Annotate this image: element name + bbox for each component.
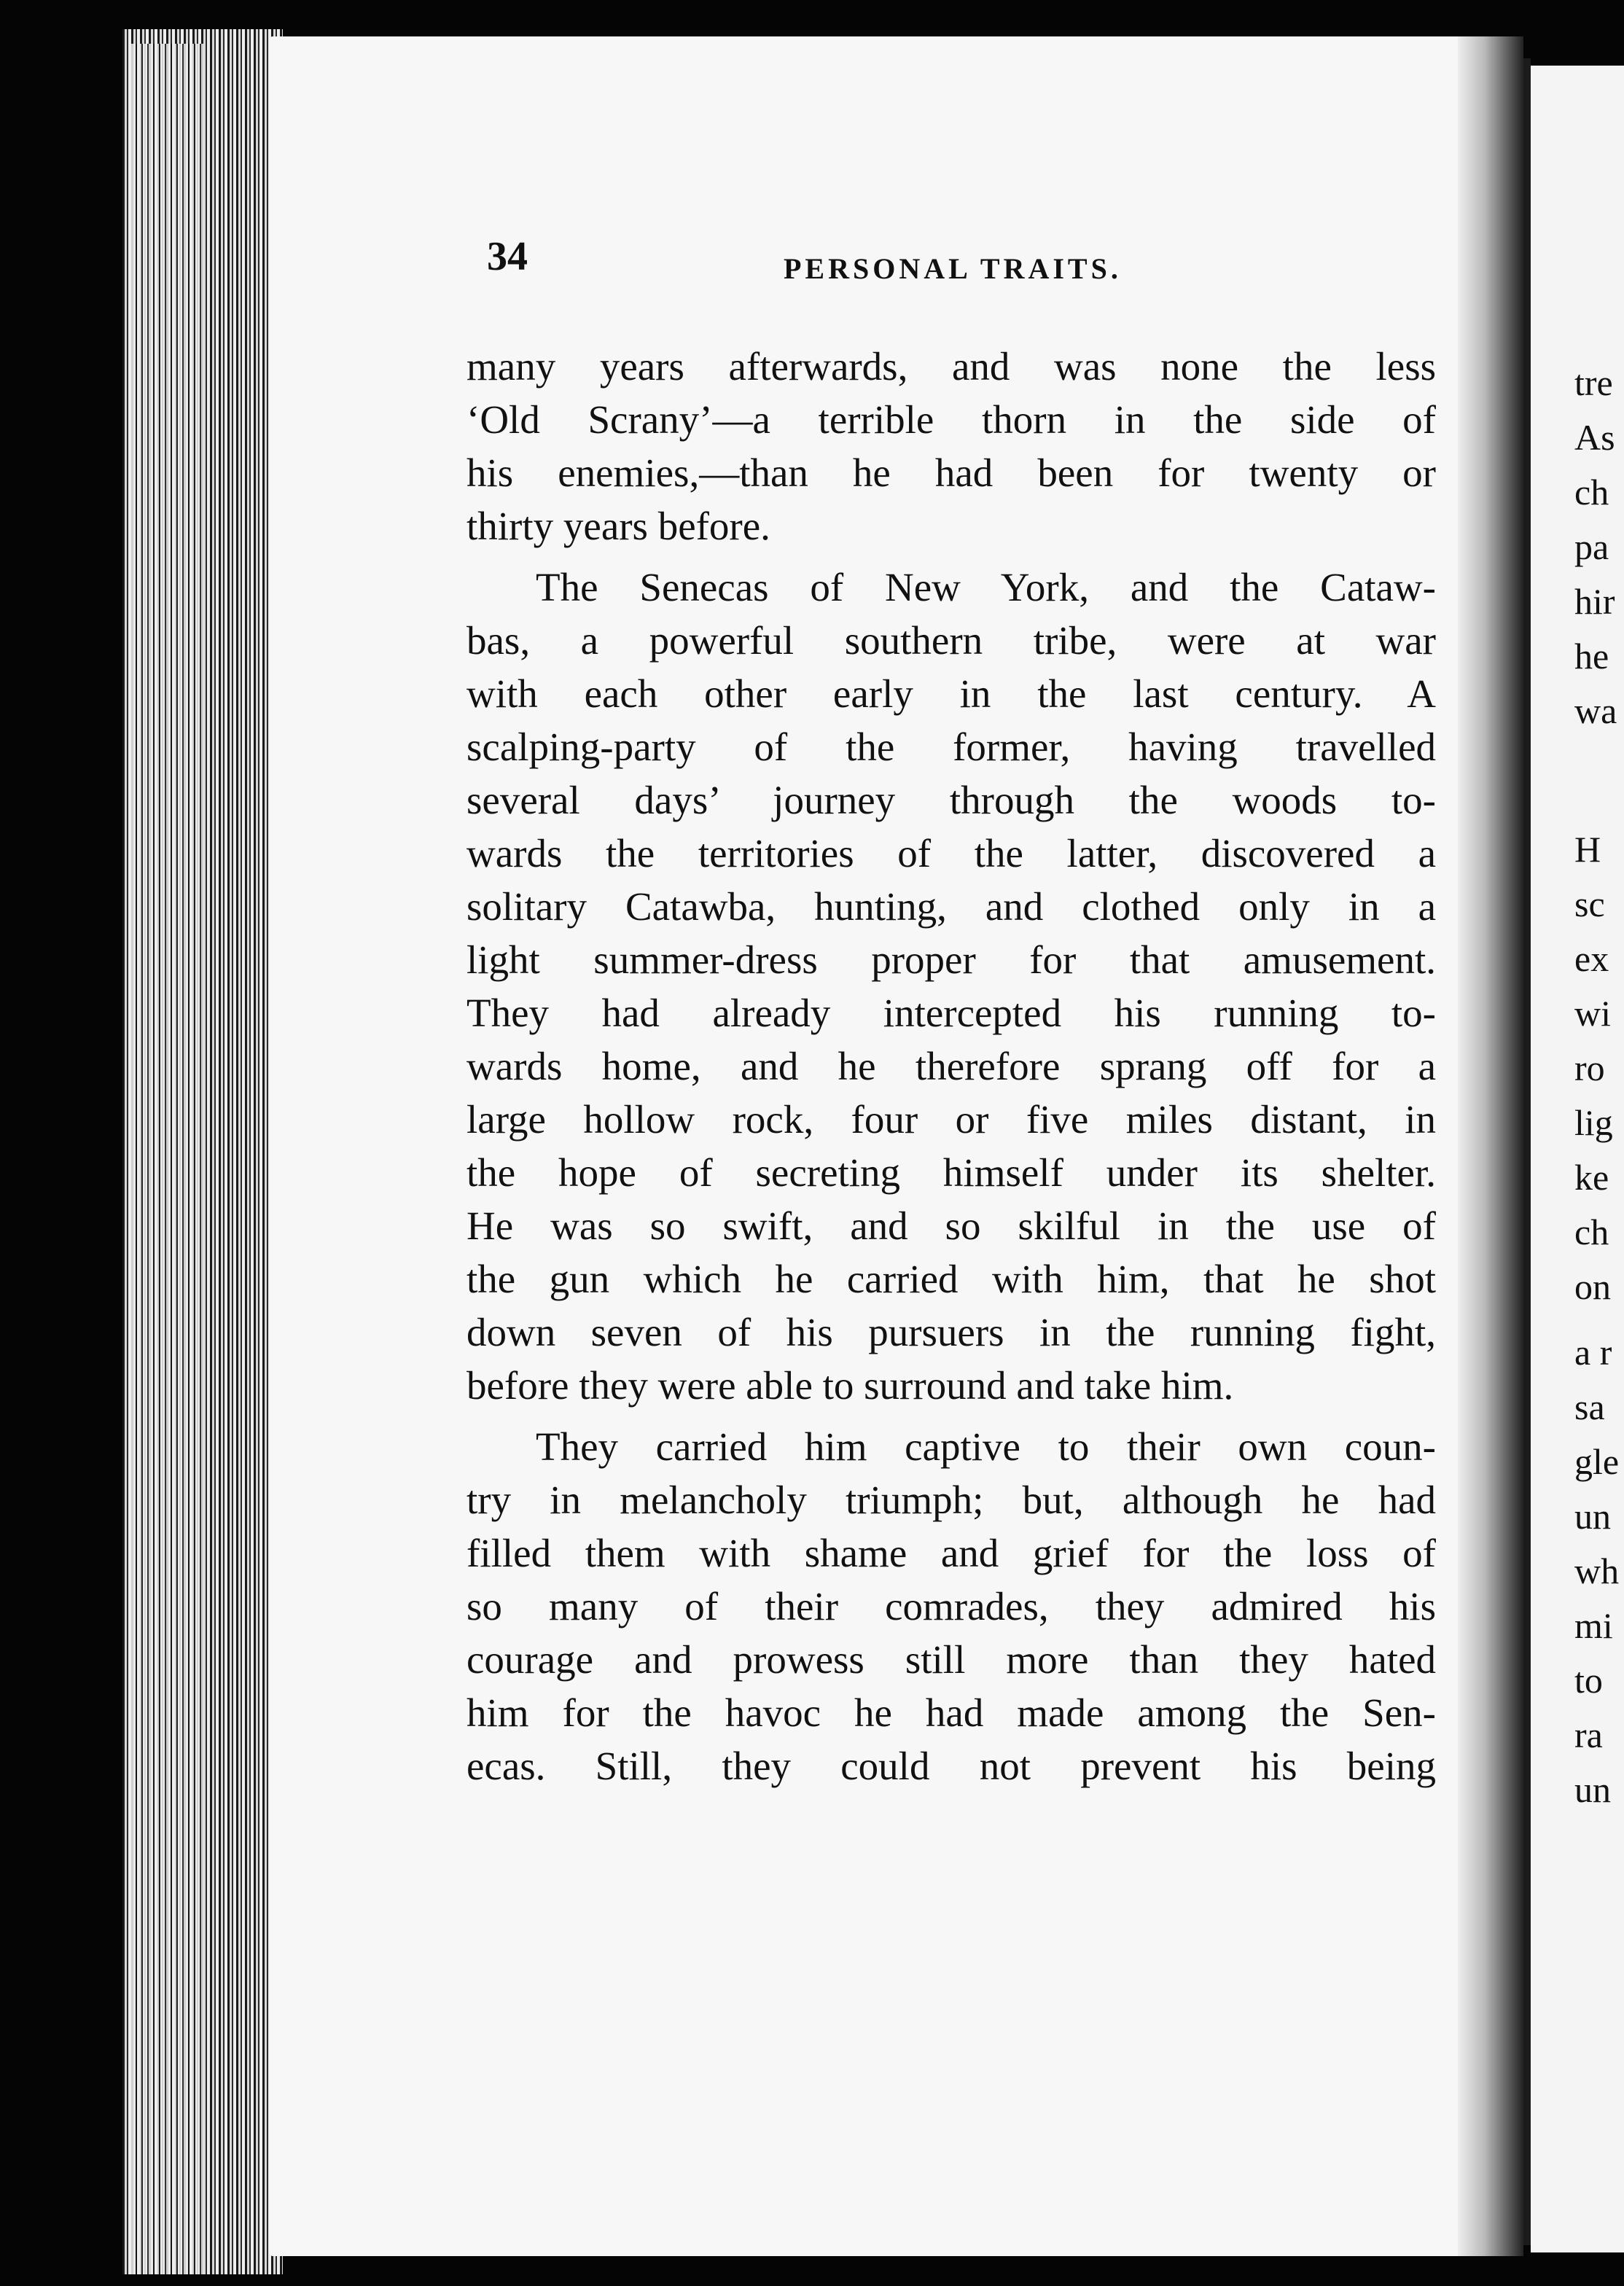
next-page-fragment: he xyxy=(1574,636,1609,676)
text-line: filled them with shame and grief for the loss of xyxy=(466,1531,1436,1575)
page-spine-shadow xyxy=(1458,36,1523,2256)
text-line: ‘Old Scrany’—a terrible thorn in the side of xyxy=(466,397,1436,442)
next-page-fragment: pa xyxy=(1574,526,1609,567)
next-page-fragment: tre xyxy=(1574,362,1613,403)
running-head: PERSONAL TRAITS. xyxy=(784,252,1122,285)
next-page-fragment: ex xyxy=(1574,938,1609,979)
next-page-fragment: sa xyxy=(1574,1386,1605,1427)
text-line: wards the territories of the latter, discovered a xyxy=(466,831,1436,875)
next-page-fragment: wa xyxy=(1574,690,1617,731)
next-page-fragment: ke xyxy=(1574,1157,1609,1198)
text-line: try in melancholy triumph; but, although he had xyxy=(466,1478,1436,1522)
text-line: They carried him captive to their own coun- xyxy=(536,1424,1436,1469)
text-line: thirty years before. xyxy=(466,504,770,548)
text-line: bas, a powerful southern tribe, were at war xyxy=(466,618,1436,663)
next-page-fragment: ch xyxy=(1574,1212,1609,1252)
text-line: light summer-dress proper for that amusement. xyxy=(466,937,1436,982)
next-page-fragment: wi xyxy=(1574,993,1611,1034)
next-page-fragment: ra xyxy=(1574,1714,1603,1755)
text-line: him for the havoc he had made among the Sen- xyxy=(466,1690,1436,1735)
text-line: scalping-party of the former, having travelled xyxy=(466,725,1436,769)
text-line: wards home, and he therefore sprang off for a xyxy=(466,1044,1436,1088)
text-line: with each other early in the last century. A xyxy=(466,671,1436,716)
text-line: courage and prowess still more than they hated xyxy=(466,1637,1436,1682)
text-line: The Senecas of New York, and the Cataw- xyxy=(536,565,1436,609)
next-page-fragment: ch xyxy=(1574,472,1609,512)
next-page-fragment: H xyxy=(1574,829,1601,870)
text-line: He was so swift, and so skilful in the use of xyxy=(466,1204,1436,1248)
text-line: many years afterwards, and was none the less xyxy=(466,344,1436,389)
next-page-fragment: un xyxy=(1574,1496,1611,1537)
next-page-fragment: un xyxy=(1574,1769,1611,1810)
next-page-fragment: wh xyxy=(1574,1550,1620,1591)
next-page-fragment: sc xyxy=(1574,883,1605,924)
text-line: down seven of his pursuers in the running fight, xyxy=(466,1310,1436,1354)
book-page-edges-outer xyxy=(131,44,204,2274)
page-number: 34 xyxy=(487,234,528,279)
next-page-fragment: As xyxy=(1574,417,1615,458)
next-page-fragment: mi xyxy=(1574,1605,1613,1646)
text-line: They had already intercepted his running to- xyxy=(466,991,1436,1035)
text-line: ecas. Still, they could not prevent his being xyxy=(466,1744,1436,1788)
text-line: before they were able to surround and take him. xyxy=(466,1363,1234,1408)
text-line: several days’ journey through the woods to- xyxy=(466,778,1436,822)
text-line: the hope of secreting himself under its shelter. xyxy=(466,1150,1436,1195)
next-page-fragment: gle xyxy=(1574,1441,1620,1482)
text-line: his enemies,—than he had been for twenty or xyxy=(466,450,1436,495)
text-line: solitary Catawba, hunting, and clothed only in a xyxy=(466,884,1436,929)
text-line: large hollow rock, four or five miles distant, in xyxy=(466,1097,1436,1142)
text-line: the gun which he carried with him, that he shot xyxy=(466,1257,1436,1301)
next-page-fragment: on xyxy=(1574,1266,1611,1307)
next-page-fragment: to xyxy=(1574,1660,1603,1701)
next-page-fragment: a r xyxy=(1574,1332,1612,1373)
next-page-fragment: hir xyxy=(1574,581,1615,622)
next-page-fragment: ro xyxy=(1574,1048,1605,1088)
next-page-fragment: lig xyxy=(1574,1102,1613,1143)
text-line: so many of their comrades, they admired his xyxy=(466,1584,1436,1628)
